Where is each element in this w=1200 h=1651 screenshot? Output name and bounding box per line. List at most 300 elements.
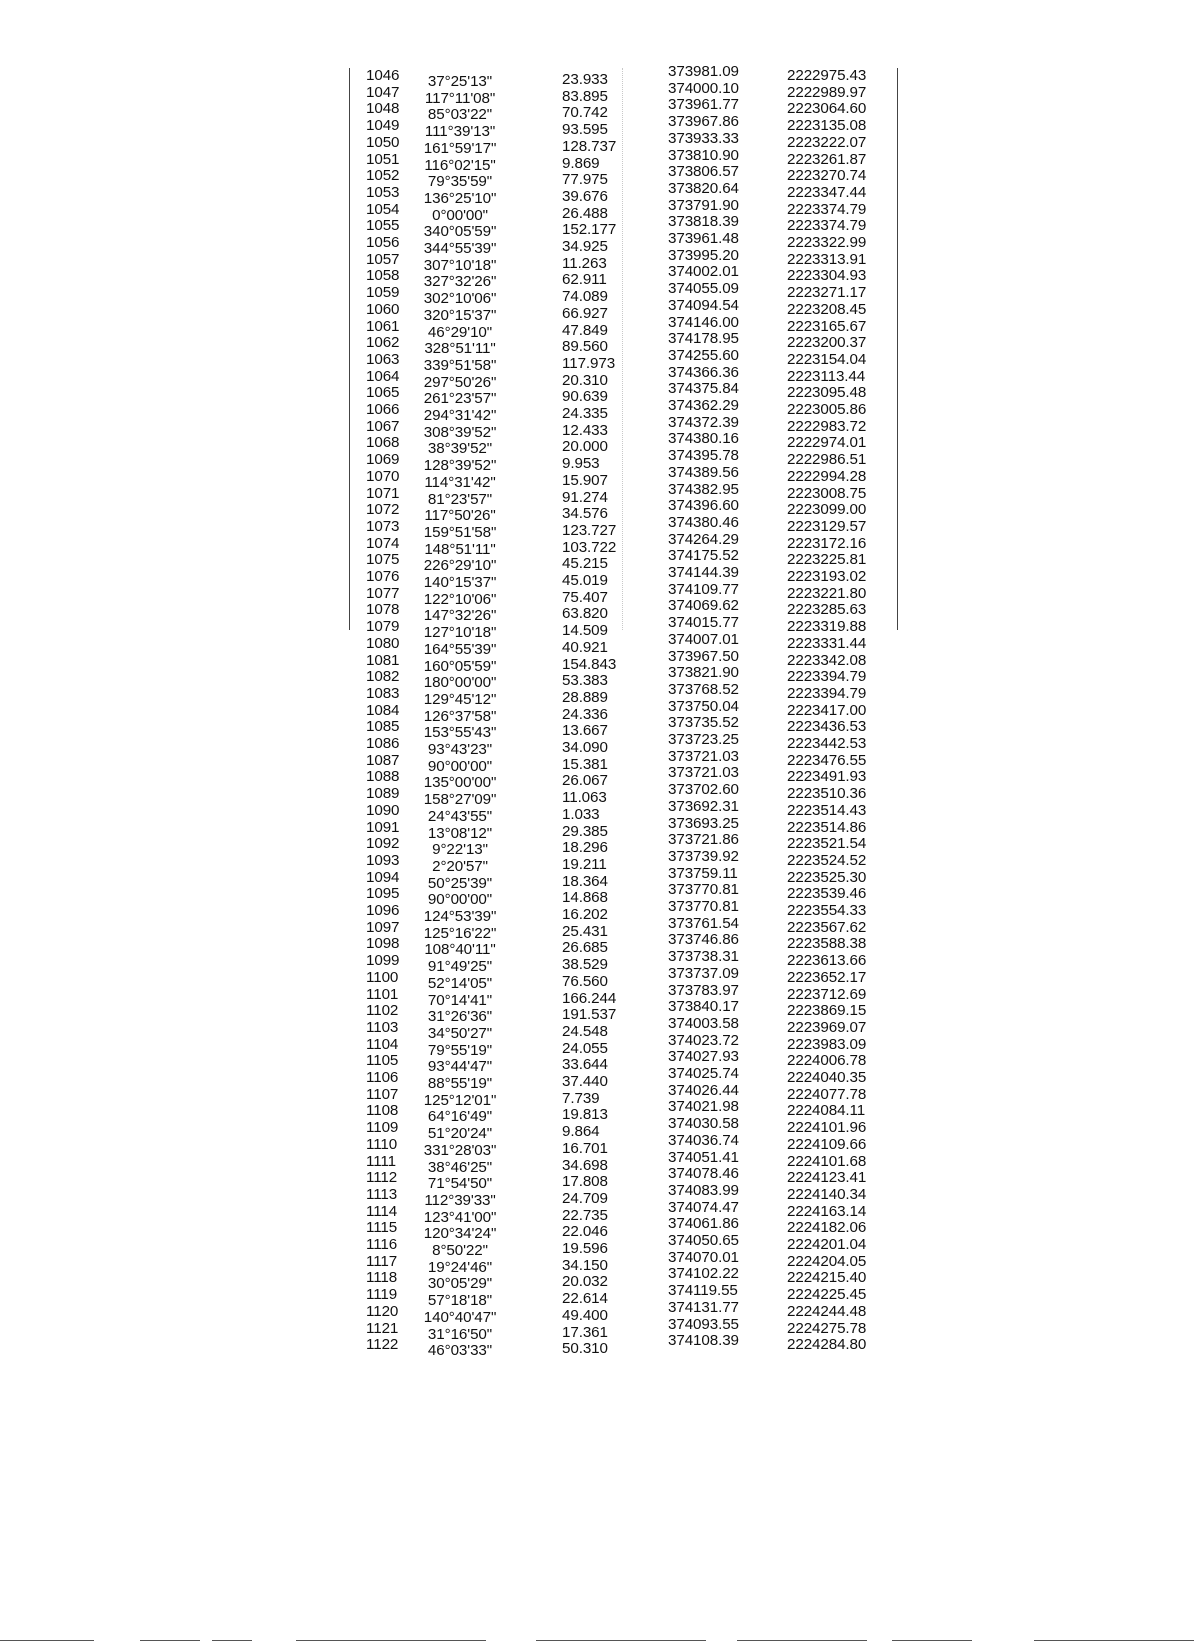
easting-cell: 374178.95 <box>668 330 739 348</box>
northing-cell: 2223331.44 <box>787 634 867 652</box>
distance-cell: 20.310 <box>562 371 608 389</box>
distance-cell: 123.727 <box>562 521 617 539</box>
distance-cell: 19.813 <box>562 1106 608 1124</box>
northing-cell: 2224275.78 <box>787 1319 867 1337</box>
footer-rule <box>737 1640 867 1641</box>
easting-cell: 373818.39 <box>668 213 739 231</box>
distance-cell: 14.509 <box>562 622 608 640</box>
point-number-cell: 1071 <box>366 484 400 502</box>
point-number-cell: 1051 <box>366 150 400 168</box>
easting-cell: 374094.54 <box>668 296 739 314</box>
northing-cell: 2223154.04 <box>787 350 867 368</box>
distance-cell: 28.889 <box>562 688 608 706</box>
bearing-cell: 123°41'00" <box>423 1208 497 1226</box>
bearing-cell: 38°39'52" <box>427 440 493 458</box>
bearing-cell: 93°44'47" <box>427 1058 493 1076</box>
northing-cell: 2223476.55 <box>787 751 867 769</box>
point-number-cell: 1101 <box>366 985 399 1003</box>
distance-cell: 19.596 <box>562 1240 608 1257</box>
northing-cell: 2222989.97 <box>787 83 867 101</box>
bearing-cell: 164°55'39" <box>423 640 497 658</box>
point-number-cell: 1057 <box>366 250 400 268</box>
point-number-cell: 1048 <box>366 100 400 118</box>
point-number-cell: 1062 <box>366 334 400 352</box>
northing-cell: 2223172.16 <box>787 534 867 552</box>
northing-cell: 2223588.38 <box>787 935 867 953</box>
easting-cell: 374007.01 <box>668 630 739 648</box>
easting-cell: 373981.09 <box>668 63 739 80</box>
northing-cell: 2223342.08 <box>787 651 867 669</box>
distance-cell: 66.927 <box>562 304 608 322</box>
easting-cell: 374396.60 <box>668 497 739 515</box>
bearing-cell: 328°51'11" <box>424 340 496 358</box>
northing-cell: 2223567.62 <box>787 918 867 936</box>
point-number-cell: 1090 <box>366 801 400 819</box>
easting-cell: 373702.60 <box>668 781 739 799</box>
distance-cell: 45.215 <box>562 555 608 573</box>
northing-cell: 2223436.53 <box>787 718 867 736</box>
distance-cell: 25.431 <box>562 922 608 940</box>
point-number-cell: 1053 <box>366 183 400 201</box>
point-number-cell: 1120 <box>366 1302 399 1320</box>
point-number-cell: 1097 <box>366 918 400 936</box>
bearing-cell: 117°50'26" <box>424 507 496 525</box>
point-number-cell: 1054 <box>366 200 400 218</box>
distance-cell: 9.869 <box>562 154 600 172</box>
easting-cell: 373967.50 <box>668 647 739 665</box>
point-number-cell: 1078 <box>366 601 400 619</box>
northing-cell: 2223099.00 <box>787 501 867 519</box>
bearing-cell: 127°10'18" <box>423 624 497 642</box>
distance-cell: 93.595 <box>562 121 608 139</box>
northing-cell: 2224123.41 <box>787 1169 867 1187</box>
distance-cell: 91.274 <box>562 488 608 506</box>
bearing-cell: 64°16'49" <box>427 1108 493 1126</box>
bearing-cell: 158°27'09" <box>423 791 497 809</box>
northing-cell: 2223261.87 <box>787 150 867 168</box>
northing-cell: 2223313.91 <box>787 250 867 268</box>
northing-cell: 2223554.33 <box>787 902 867 919</box>
easting-cell: 373692.31 <box>668 797 739 815</box>
bearing-cell: 122°10'06" <box>423 590 497 608</box>
bearing-cell: 85°03'22" <box>427 106 493 124</box>
easting-cell: 373770.81 <box>668 898 739 915</box>
distance-cell: 18.364 <box>562 872 608 890</box>
distance-cell: 62.911 <box>562 271 607 289</box>
point-number-cell: 1104 <box>366 1035 399 1053</box>
point-number-cell: 1094 <box>366 868 400 886</box>
bearing-cell: 0°00'00" <box>432 206 488 224</box>
distance-cell: 49.400 <box>562 1306 608 1324</box>
bearing-cell: 120°34'24" <box>423 1225 497 1243</box>
bearing-cell: 153°55'43" <box>423 724 497 742</box>
distance-cell: 17.808 <box>562 1173 608 1191</box>
northing-cell: 2224163.14 <box>787 1202 867 1220</box>
distance-cell: 13.667 <box>562 722 608 740</box>
bearing-cell: 340°05'59" <box>423 223 497 241</box>
point-number-cell: 1046 <box>366 67 400 84</box>
bearing-cell: 9°22'13" <box>432 841 488 859</box>
easting-cell: 374375.84 <box>668 380 739 398</box>
easting-cell: 374146.00 <box>668 313 739 331</box>
easting-cell: 373768.52 <box>668 680 739 698</box>
easting-cell: 373967.86 <box>668 113 739 131</box>
point-number-cell: 1077 <box>366 584 400 602</box>
easting-cell: 374025.74 <box>668 1065 739 1082</box>
northing-cell: 2223200.37 <box>787 334 867 352</box>
distance-cell: 77.975 <box>562 171 608 189</box>
bearing-cell: 331°28'03" <box>423 1141 497 1159</box>
bearing-cell: 71°54'50" <box>427 1175 493 1193</box>
distance-cell: 7.739 <box>562 1089 600 1107</box>
northing-cell: 2223514.43 <box>787 801 867 819</box>
distance-cell: 19.211 <box>562 855 607 873</box>
northing-cell: 2223005.86 <box>787 401 867 418</box>
easting-cell: 373739.92 <box>668 847 739 865</box>
point-number-cell: 1085 <box>366 718 400 736</box>
point-number-cell: 1122 <box>366 1336 399 1354</box>
point-number-cell: 1070 <box>366 467 400 485</box>
point-number-cell: 1066 <box>366 401 400 418</box>
bearing-cell: 88°55'19" <box>427 1075 493 1092</box>
northing-cell: 2223304.93 <box>787 267 867 285</box>
bearing-cell: 46°29'10" <box>427 323 493 341</box>
bearing-cell: 140°15'37" <box>423 574 497 591</box>
bearing-cell: 125°16'22" <box>423 924 497 942</box>
bearing-cell: 327°32'26" <box>423 273 497 291</box>
easting-cell: 374395.78 <box>668 447 739 465</box>
point-number-cell: 1093 <box>366 851 400 869</box>
distance-cell: 24.709 <box>562 1189 608 1207</box>
point-number-cell: 1114 <box>366 1202 398 1220</box>
distance-cell: 23.933 <box>562 71 608 88</box>
point-number-cell: 1074 <box>366 534 400 552</box>
point-number-cell: 1068 <box>366 434 400 452</box>
northing-cell: 2223319.88 <box>787 618 867 636</box>
distance-cell: 33.644 <box>562 1056 608 1074</box>
easting-cell: 373721.03 <box>668 764 739 782</box>
easting-cell: 374003.58 <box>668 1014 739 1032</box>
northing-cell: 2223521.54 <box>787 835 867 853</box>
northing-cell: 2222975.43 <box>787 67 867 84</box>
point-number-cell: 1061 <box>366 317 400 335</box>
distance-cell: 1.033 <box>562 805 600 823</box>
northing-cell: 2223095.48 <box>787 384 867 402</box>
easting-cell: 373820.64 <box>668 179 739 197</box>
easting-cell: 374002.01 <box>668 263 739 281</box>
northing-cell: 2222983.72 <box>787 417 867 435</box>
easting-cell: 373738.31 <box>668 948 739 966</box>
northing-cell: 2223652.17 <box>787 968 867 986</box>
point-number-cell: 1107 <box>366 1085 399 1103</box>
bearing-cell: 124°53'39" <box>423 908 497 925</box>
bearing-cell: 160°05'59" <box>423 657 497 675</box>
bearing-cell: 294°31'42" <box>423 407 497 424</box>
northing-cell: 2224204.05 <box>787 1252 867 1270</box>
northing-cell: 2223442.53 <box>787 735 867 752</box>
easting-cell: 374093.55 <box>668 1315 739 1333</box>
easting-cell: 373783.97 <box>668 981 739 999</box>
distance-cell: 9.953 <box>562 455 600 473</box>
easting-cell: 373723.25 <box>668 731 739 748</box>
easting-cell: 374175.52 <box>668 547 739 565</box>
easting-cell: 373840.17 <box>668 998 739 1016</box>
northing-cell: 2223165.67 <box>787 317 867 335</box>
easting-cell: 374055.09 <box>668 280 739 298</box>
distance-cell: 12.433 <box>562 421 608 439</box>
easting-cell: 374027.93 <box>668 1048 739 1066</box>
bearing-cell: 117°11'08" <box>424 89 496 107</box>
distance-cell: 17.361 <box>562 1323 608 1341</box>
point-number-cell: 1076 <box>366 568 400 585</box>
bearing-cell: 261°23'57" <box>423 390 497 408</box>
easting-cell: 374380.16 <box>668 430 739 448</box>
distance-cell: 34.925 <box>562 238 608 255</box>
distance-cell: 45.019 <box>562 572 608 589</box>
distance-cell: 39.676 <box>562 187 608 205</box>
northing-cell: 2223394.79 <box>787 668 867 686</box>
easting-cell: 374131.77 <box>668 1298 739 1316</box>
bearing-cell: 90°00'00" <box>427 757 493 775</box>
northing-cell: 2222974.01 <box>787 434 867 452</box>
point-number-cell: 1058 <box>366 267 400 285</box>
easting-cell: 373693.25 <box>668 814 739 832</box>
bearing-cell: 226°29'10" <box>423 557 497 575</box>
northing-cell: 2223135.08 <box>787 117 867 135</box>
easting-cell: 374144.39 <box>668 564 739 581</box>
easting-cell: 373961.77 <box>668 96 739 114</box>
easting-cell: 373770.81 <box>668 881 739 899</box>
point-number-cell: 1098 <box>366 935 400 953</box>
northing-cell: 2223869.15 <box>787 1002 867 1020</box>
point-number-cell: 1073 <box>366 517 400 535</box>
northing-cell: 2224109.66 <box>787 1135 867 1153</box>
bearing-cell: 339°51'58" <box>423 356 497 374</box>
bearing-cell: 57°18'18" <box>427 1292 493 1310</box>
easting-cell: 374050.65 <box>668 1232 739 1249</box>
distance-cell: 29.385 <box>562 822 608 840</box>
easting-cell: 373737.09 <box>668 964 739 982</box>
bearing-cell: 19°24'46" <box>427 1258 493 1276</box>
point-number-cell: 1084 <box>366 701 400 719</box>
northing-cell: 2223525.30 <box>787 868 867 886</box>
point-number-cell: 1086 <box>366 735 400 752</box>
northing-cell: 2224101.96 <box>787 1119 867 1137</box>
bearing-cell: 91°49'25" <box>427 958 493 976</box>
point-number-cell: 1052 <box>366 167 400 185</box>
distance-cell: 9.864 <box>562 1123 600 1141</box>
point-number-cell: 1060 <box>366 300 400 318</box>
distance-cell: 89.560 <box>562 338 608 356</box>
distance-cell: 24.055 <box>562 1039 608 1057</box>
distance-cell: 22.735 <box>562 1206 608 1224</box>
northing-cell: 2223271.17 <box>787 284 867 302</box>
point-number-cell: 1075 <box>366 551 400 569</box>
bearing-cell: 297°50'26" <box>423 373 497 391</box>
distance-cell: 14.868 <box>562 889 608 907</box>
easting-cell: 374362.29 <box>668 397 739 414</box>
point-number-cell: 1049 <box>366 117 400 135</box>
bearing-cell: 46°03'33" <box>427 1342 493 1360</box>
distance-cell: 50.310 <box>562 1340 608 1358</box>
northing-cell: 2223374.79 <box>787 200 867 218</box>
bearing-cell: 31°26'36" <box>427 1008 493 1026</box>
bearing-cell: 8°50'22" <box>432 1242 488 1259</box>
bearing-cell: 161°59'17" <box>423 139 497 157</box>
distance-cell: 76.560 <box>562 972 608 990</box>
bearing-cell: 111°39'13" <box>424 123 496 141</box>
bearing-cell: 135°00'00" <box>423 774 497 792</box>
distance-cell: 83.895 <box>562 87 608 105</box>
bearing-cell: 38°46'25" <box>427 1158 493 1176</box>
distance-cell: 103.722 <box>562 538 617 556</box>
easting-cell: 373933.33 <box>668 129 739 147</box>
distance-cell: 11.063 <box>562 789 607 807</box>
bearing-cell: 2°20'57" <box>432 857 488 875</box>
point-number-cell: 1099 <box>366 952 400 970</box>
easting-cell: 373746.86 <box>668 931 739 949</box>
bearing-cell: 52°14'05" <box>427 974 493 992</box>
northing-cell: 2223113.44 <box>787 367 866 385</box>
point-number-cell: 1119 <box>366 1286 398 1304</box>
point-number-cell: 1110 <box>366 1135 398 1153</box>
northing-cell: 2224006.78 <box>787 1052 867 1070</box>
point-number-cell: 1087 <box>366 751 400 769</box>
point-number-cell: 1089 <box>366 785 400 803</box>
distance-cell: 154.843 <box>562 655 617 673</box>
easting-cell: 374023.72 <box>668 1031 739 1049</box>
point-number-cell: 1056 <box>366 234 400 251</box>
easting-cell: 374078.46 <box>668 1165 739 1183</box>
northing-cell: 2222986.51 <box>787 451 867 469</box>
bearing-cell: 116°02'15" <box>424 156 496 174</box>
northing-cell: 2224182.06 <box>787 1219 867 1237</box>
point-number-cell: 1116 <box>366 1236 398 1253</box>
distance-cell: 22.046 <box>562 1223 608 1241</box>
easting-cell: 374061.86 <box>668 1215 739 1233</box>
bearing-cell: 136°25'10" <box>423 189 497 207</box>
footer-rule <box>212 1640 252 1641</box>
northing-cell: 2224040.35 <box>787 1069 867 1086</box>
point-number-cell: 1063 <box>366 350 400 368</box>
northing-cell: 2224084.11 <box>787 1102 866 1120</box>
northing-cell: 2223374.79 <box>787 217 867 235</box>
coordinate-table <box>349 63 898 1360</box>
easting-cell: 374380.46 <box>668 513 739 531</box>
easting-cell: 374000.10 <box>668 79 739 97</box>
northing-cell: 2223129.57 <box>787 517 867 535</box>
easting-cell: 374372.39 <box>668 413 739 431</box>
easting-cell: 374026.44 <box>668 1081 739 1099</box>
easting-cell: 374015.77 <box>668 614 739 632</box>
point-number-cell: 1079 <box>366 618 400 636</box>
distance-cell: 166.244 <box>562 989 617 1007</box>
northing-cell: 2224215.40 <box>787 1269 867 1287</box>
bearing-cell: 13°08'12" <box>427 824 493 842</box>
bearing-cell: 24°43'55" <box>427 807 493 825</box>
point-number-cell: 1118 <box>366 1269 398 1287</box>
distance-cell: 40.921 <box>562 638 608 656</box>
point-number-cell: 1100 <box>366 968 399 986</box>
distance-cell: 38.529 <box>562 956 608 974</box>
distance-cell: 22.614 <box>562 1290 608 1308</box>
easting-cell: 374021.98 <box>668 1098 739 1116</box>
bearing-cell: 302°10'06" <box>423 290 497 308</box>
point-number-cell: 1069 <box>366 451 400 469</box>
bearing-cell: 90°00'00" <box>427 891 493 909</box>
point-number-cell: 1091 <box>366 818 400 836</box>
point-number-cell: 1105 <box>366 1052 399 1070</box>
bearing-cell: 128°39'52" <box>423 457 497 475</box>
bearing-cell: 308°39'52" <box>423 423 497 441</box>
distance-cell: 34.576 <box>562 505 608 523</box>
distance-cell: 152.177 <box>562 221 617 239</box>
easting-cell: 374074.47 <box>668 1198 739 1216</box>
northing-cell: 2224201.04 <box>787 1236 867 1253</box>
easting-cell: 374389.56 <box>668 463 739 481</box>
easting-cell: 374366.36 <box>668 363 739 381</box>
point-number-cell: 1102 <box>366 1002 399 1020</box>
bearing-cell: 70°14'41" <box>427 991 493 1009</box>
easting-cell: 373759.11 <box>668 864 738 882</box>
easting-cell: 373721.03 <box>668 747 739 765</box>
bearing-cell: 125°12'01" <box>423 1091 497 1109</box>
footer-rule <box>0 1640 94 1641</box>
northing-cell: 2223347.44 <box>787 183 867 201</box>
easting-cell: 373721.86 <box>668 831 739 849</box>
distance-cell: 18.296 <box>562 839 608 857</box>
easting-cell: 374108.39 <box>668 1332 739 1350</box>
easting-cell: 374102.22 <box>668 1265 739 1283</box>
point-number-cell: 1117 <box>366 1252 398 1270</box>
point-number-cell: 1121 <box>366 1319 399 1337</box>
easting-cell: 373750.04 <box>668 697 739 715</box>
distance-cell: 37.440 <box>562 1073 608 1090</box>
easting-cell: 374030.58 <box>668 1115 739 1133</box>
point-number-cell: 1112 <box>366 1169 398 1187</box>
distance-cell: 34.150 <box>562 1256 608 1274</box>
easting-cell: 373995.20 <box>668 246 739 264</box>
point-number-cell: 1115 <box>366 1219 398 1237</box>
bearing-cell: 140°40'47" <box>423 1308 497 1326</box>
easting-cell: 374036.74 <box>668 1131 739 1149</box>
easting-cell: 373961.48 <box>668 230 739 247</box>
northing-cell: 2223008.75 <box>787 484 867 502</box>
point-number-cell: 1082 <box>366 668 400 686</box>
northing-cell: 2223983.09 <box>787 1035 867 1053</box>
point-number-cell: 1113 <box>366 1185 398 1203</box>
northing-cell: 2224077.78 <box>787 1085 867 1103</box>
northing-cell: 2223394.79 <box>787 684 867 702</box>
northing-cell: 2223417.00 <box>787 701 867 719</box>
bearing-cell: 148°51'11" <box>424 540 496 558</box>
distance-cell: 90.639 <box>562 388 608 406</box>
distance-cell: 117.973 <box>562 354 616 372</box>
easting-cell: 374255.60 <box>668 346 739 364</box>
point-number-cell: 1072 <box>366 501 400 519</box>
distance-cell: 63.820 <box>562 605 608 623</box>
northing-cell: 2223969.07 <box>787 1018 867 1036</box>
bearing-cell: 30°05'29" <box>427 1275 493 1293</box>
bearing-cell: 108°40'11" <box>424 941 496 959</box>
distance-cell: 26.067 <box>562 772 608 790</box>
easting-cell: 373806.57 <box>668 163 739 181</box>
point-number-cell: 1059 <box>366 284 400 302</box>
distance-cell: 128.737 <box>562 137 617 155</box>
point-number-cell: 1050 <box>366 133 400 151</box>
northing-cell: 2223712.69 <box>787 985 867 1003</box>
northing-cell: 2223491.93 <box>787 768 867 786</box>
